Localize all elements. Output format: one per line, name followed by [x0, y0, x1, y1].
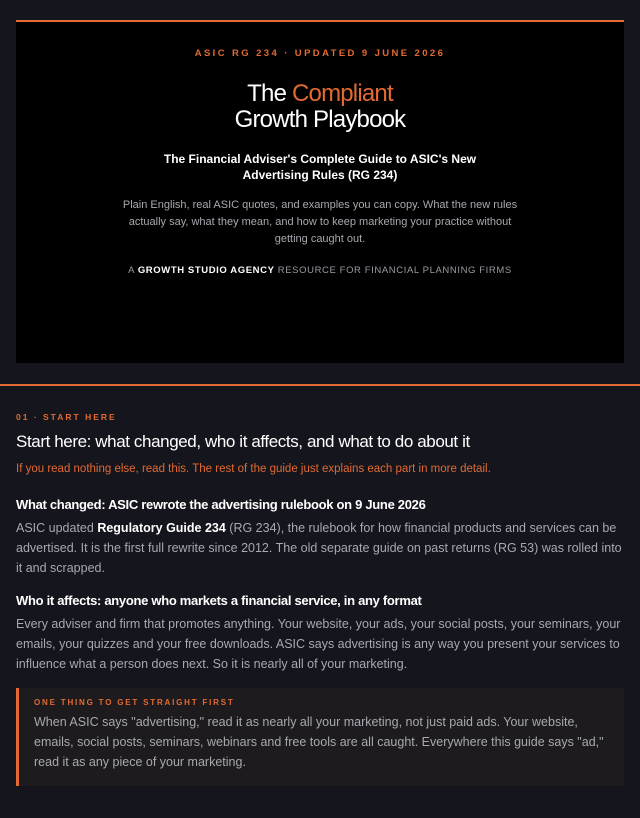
section-eyebrow: 01 · START HERE — [16, 412, 117, 422]
byline-agency: GROWTH STUDIO AGENCY — [137, 265, 275, 276]
block-heading-what-changed: What changed: ASIC rewrote the advertising rulebook on 9 June 2026 — [16, 497, 426, 512]
callout-box — [16, 688, 624, 786]
section-title: Start here: what changed, who it affects, and what to do about it — [16, 432, 470, 451]
body-text-bold: Regulatory Guide 234 — [97, 521, 226, 535]
hero-byline — [16, 265, 624, 276]
byline-prefix: A — [128, 265, 138, 276]
hero-subtitle: The Financial Adviser's Complete Guide to ASIC's New Advertising Rules (RG 234) — [163, 152, 477, 182]
body-text-start: ASIC updated — [16, 521, 98, 535]
hero-wrapper — [0, 0, 640, 384]
hero-banner — [16, 20, 624, 363]
byline-suffix: RESOURCE FOR FINANCIAL PLANNING FIRMS — [274, 265, 512, 276]
hero-lede: Plain English, real ASIC quotes, and examples you can copy. What the new rules actually say, what they mean, and how to keep marketing your practice without getting caught out. — [122, 199, 518, 245]
title-line2: Growth Playbook — [234, 106, 406, 133]
title-accent: Compliant — [291, 80, 393, 107]
page-title — [16, 81, 624, 133]
block-body-what-changed — [16, 518, 624, 578]
section-divider — [0, 384, 640, 386]
hero-eyebrow: ASIC RG 234 · UPDATED 9 JUNE 2026 — [194, 48, 446, 59]
callout-eyebrow: ONE THING TO GET STRAIGHT FIRST — [34, 698, 235, 707]
body-text-end: (RG 234), the rulebook for how financial products and services can be advertised. It is the first full rewrite since 2012. The old separate guide on past returns (RG 53) was rolled into it and scrapped. — [16, 521, 622, 575]
block-heading-who-affects: Who it affects: anyone who markets a financial service, in any format — [16, 593, 422, 608]
title-prefix: The — [247, 80, 292, 107]
section-intro: If you read nothing else, read this. The rest of the guide just explains each part in more detail. — [16, 463, 491, 475]
section-start-here — [0, 412, 640, 786]
block-body-who-affects: Every adviser and firm that promotes anything. Your website, your ads, your social posts, your seminars, your emails, your quizzes and your free downloads. ASIC says advertising is any way you present your services to influence what a person does next. So it is nearly all of your marketing. — [16, 617, 621, 671]
callout-body: When ASIC says "advertising," read it as nearly all your marketing, not just paid ads. Your website, emails, social posts, seminars, webinars and free tools are all caught. Everywhere this guide says "ad," read it as any piece of your marketing. — [34, 715, 604, 769]
